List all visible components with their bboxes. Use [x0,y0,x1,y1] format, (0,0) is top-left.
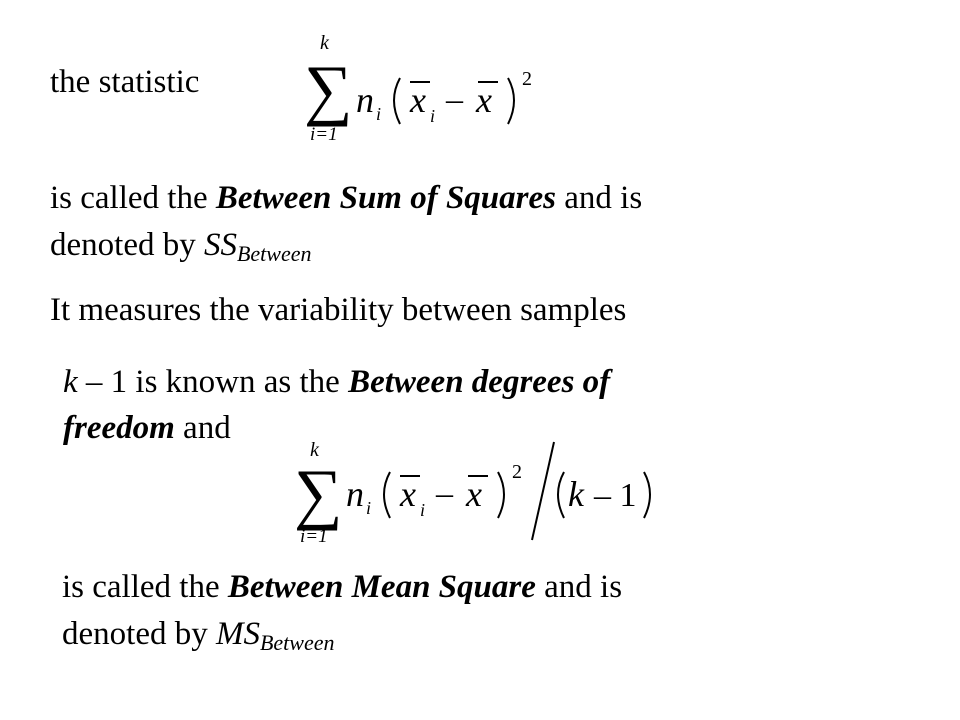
n-variable: n [356,80,374,120]
n-subscript: i [376,104,382,124]
right-paren [508,78,514,124]
between-mean-square-formula [290,438,670,548]
divisor-left-paren [558,472,564,518]
division-slash [532,442,554,540]
sum-symbol: ∑ [294,455,343,531]
right-paren [498,472,504,518]
sum-upper-limit: k [310,439,319,461]
ss-subscript: Between [236,241,312,266]
measures-text: It measures the variability between samples [50,292,627,328]
between-degrees-of-term: Between degrees of [348,364,611,400]
freedom-term: freedom [63,410,175,446]
x-grand-variable: x [476,80,492,120]
left-paren [384,472,390,518]
ss-line-1: is called the Between Sum of Squares and is [50,180,643,216]
x-i-variable: x [400,474,416,514]
divisor-right-paren [644,472,650,518]
ms-subscript: Between [259,630,335,655]
between-mean-square-term: Between Mean Square [227,569,536,605]
between-sum-of-squares-term: Between Sum of Squares [215,180,556,216]
n-variable: n [346,474,364,514]
x-subscript: i [420,500,426,520]
sum-lower-limit: i=1 [300,526,328,547]
ss-symbol: SS [203,227,237,263]
ms-line-1: is called the Between Mean Square and is [62,569,623,605]
divisor-k: k [568,474,584,514]
between-sum-of-squares-formula [300,30,550,150]
ms-line-2: denoted by $MS_{Between}$ [62,616,335,655]
x-grand-variable: x [466,474,482,514]
square-exponent: 2 [522,68,532,90]
k-variable: k [63,364,78,400]
square-exponent: 2 [512,461,522,483]
intro-text: the statistic [50,64,200,100]
df-line-2: freedom and [63,410,231,446]
minus-sign: – [436,475,453,512]
divisor-minus-one: – 1 [594,477,637,514]
x-subscript: i [430,106,436,126]
sum-upper-limit: k [320,32,329,54]
minus-sign: – [446,81,463,118]
sum-symbol: ∑ [304,51,353,127]
ss-line-2: denoted by $SS_{Between}$ [50,227,312,266]
sum-lower-limit: i=1 [310,124,338,145]
ms-symbol: MS [215,616,260,652]
left-paren [394,78,400,124]
x-i-variable: x [410,80,426,120]
n-subscript: i [366,498,372,518]
df-line-1: k – 1 is known as the Between degrees of [63,364,611,400]
